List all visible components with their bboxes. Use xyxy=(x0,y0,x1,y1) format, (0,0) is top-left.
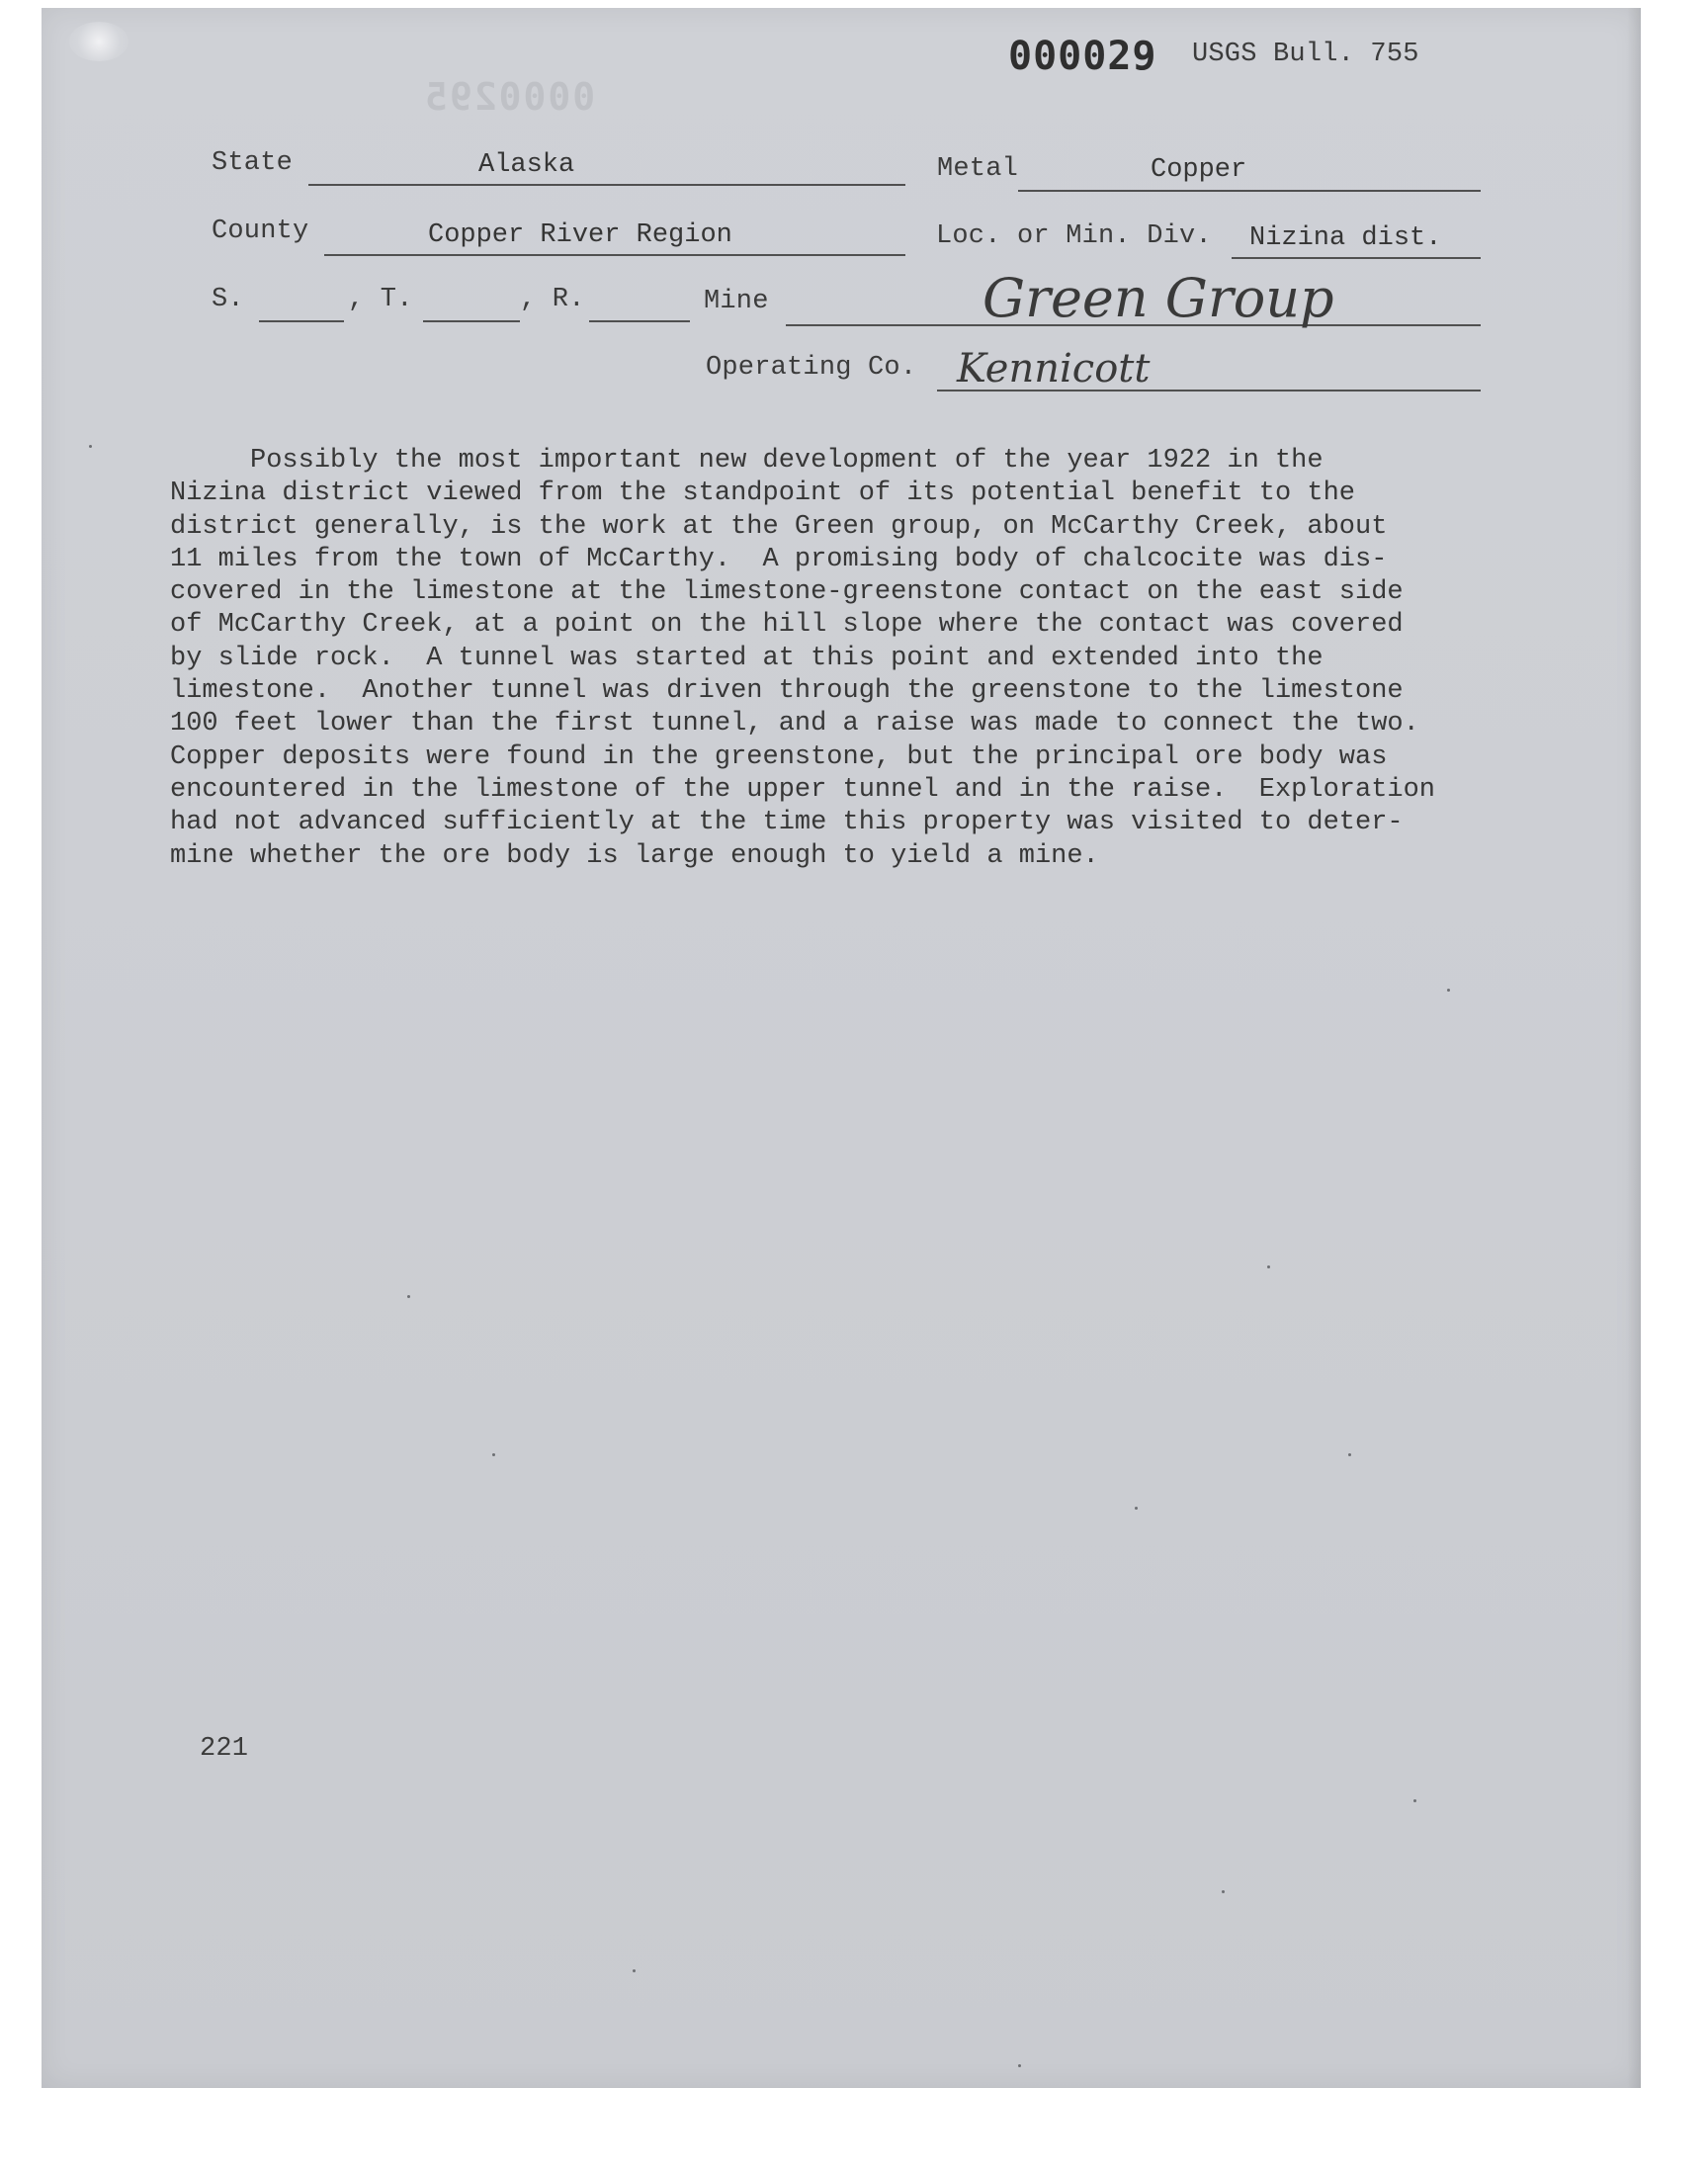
paragraph-line: covered in the limestone at the limestone-greenstone contact on the east side xyxy=(170,577,1404,608)
loc-underline xyxy=(1232,257,1481,259)
paragraph-line: Nizina district viewed from the standpoint of its potential benefit to the xyxy=(170,478,1355,509)
paragraph-line: Possibly the most important new development of the year 1922 in the xyxy=(170,446,1324,476)
stamp-number: 000029 xyxy=(1008,34,1157,79)
paragraph-line: limestone. Another tunnel was driven through the greenstone to the limestone xyxy=(170,676,1404,707)
operating-label: Operating Co. xyxy=(706,353,917,383)
scan-speck xyxy=(492,1453,495,1456)
loc-value: Nizina dist. xyxy=(1249,223,1442,253)
paragraph-line: mine whether the ore body is large enough to yield a mine. xyxy=(170,840,1099,871)
paragraph-line: 11 miles from the town of McCarthy. A promising body of chalcocite was dis- xyxy=(170,544,1388,574)
range-underline xyxy=(589,320,690,322)
sheet-shadow xyxy=(1627,8,1641,2088)
corner-mark xyxy=(69,22,128,61)
ghost-stamp-number: 0000295 xyxy=(423,75,596,119)
paragraph-line: Copper deposits were found in the greenstone, but the principal ore body was xyxy=(170,741,1388,772)
scan-speck xyxy=(1348,1453,1351,1456)
operating-value-handwritten: Kennicott xyxy=(957,346,1151,392)
state-underline xyxy=(308,184,905,186)
paragraph-line: district generally, is the work at the Green group, on McCarthy Creek, about xyxy=(170,511,1388,542)
mine-value-handwritten: Green Group xyxy=(982,267,1334,329)
section-label: S. xyxy=(212,285,244,314)
scan-speck xyxy=(1267,1265,1270,1268)
scan-speck xyxy=(633,1969,636,1972)
scan-speck xyxy=(1135,1507,1138,1510)
township-underline xyxy=(423,320,520,322)
county-underline xyxy=(324,254,905,256)
scan-speck xyxy=(407,1295,410,1298)
state-value: Alaska xyxy=(478,150,575,180)
township-label: , T. xyxy=(348,285,413,314)
scan-speck xyxy=(1018,2064,1021,2067)
metal-underline xyxy=(1018,190,1481,192)
county-label: County xyxy=(212,217,309,246)
paragraph-line: by slide rock. A tunnel was started at this point and extended into the xyxy=(170,643,1324,673)
county-value: Copper River Region xyxy=(428,220,732,250)
paragraph-line: encountered in the limestone of the upper tunnel and in the raise. Exploration xyxy=(170,774,1436,805)
loc-label: Loc. or Min. Div. xyxy=(936,221,1212,251)
section-underline xyxy=(259,320,344,322)
mine-label: Mine xyxy=(704,287,769,316)
page-number: 221 xyxy=(200,1734,249,1764)
range-label: , R. xyxy=(520,285,585,314)
description-paragraph xyxy=(170,445,1554,873)
state-label: State xyxy=(212,148,294,178)
scan-speck xyxy=(1413,1799,1416,1802)
paragraph-line: of McCarthy Creek, at a point on the hill slope where the contact was covered xyxy=(170,610,1404,641)
scan-speck xyxy=(1222,1890,1225,1893)
scan-speck xyxy=(1447,989,1450,992)
metal-value: Copper xyxy=(1151,155,1247,185)
metal-label: Metal xyxy=(937,154,1019,184)
paragraph-line: had not advanced sufficiently at the time this property was visited to deter- xyxy=(170,808,1404,838)
scan-speck xyxy=(89,445,92,448)
paragraph-line: 100 feet lower than the first tunnel, and a raise was made to connect the two. xyxy=(170,709,1419,740)
bulletin-reference: USGS Bull. 755 xyxy=(1192,40,1419,69)
